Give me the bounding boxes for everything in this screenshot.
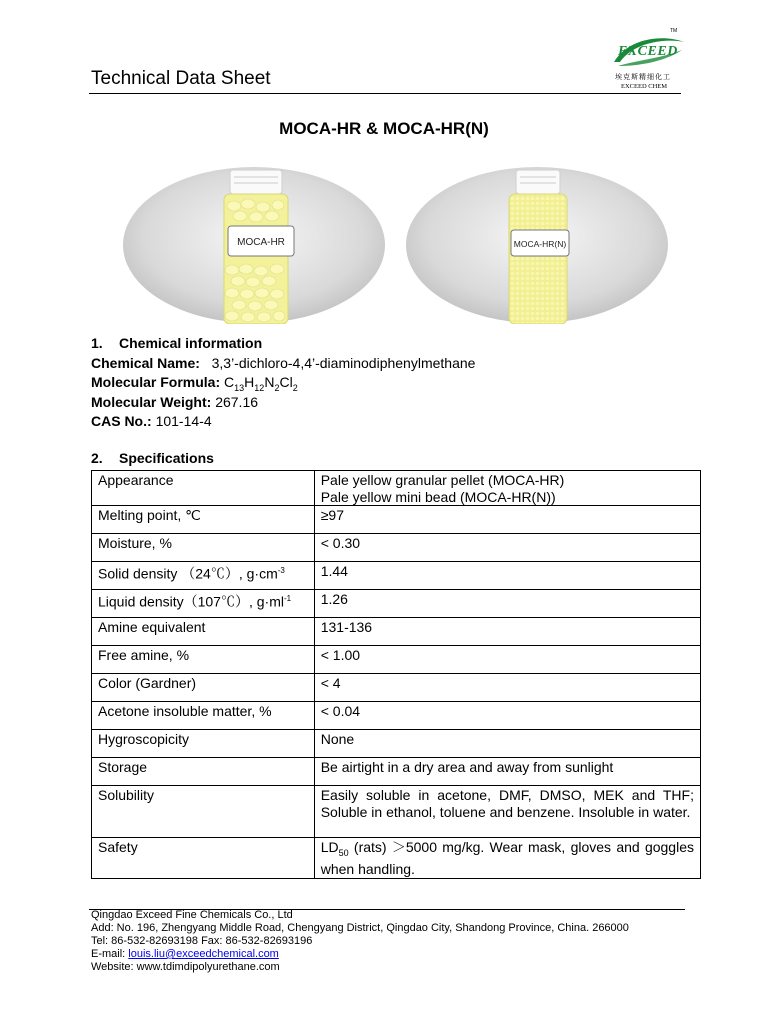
- table-row: [92, 590, 701, 618]
- company-logo: [608, 28, 688, 92]
- section-chemical-information: [91, 335, 262, 351]
- spec-value: < 1.00: [314, 646, 700, 674]
- table-row: [92, 471, 701, 506]
- spec-key: Appearance: [92, 471, 315, 506]
- spec-key: Amine equivalent: [92, 618, 315, 646]
- spec-key: Melting point, ℃: [92, 506, 315, 534]
- spec-value: ≥97: [314, 506, 700, 534]
- logo-trademark: TM: [670, 28, 678, 34]
- spec-key: Acetone insoluble matter, %: [92, 702, 315, 730]
- section-heading: Chemical information: [119, 335, 263, 351]
- spec-key: Solubility: [92, 786, 315, 838]
- logo-english-name: EXCEED CHEM: [621, 83, 668, 90]
- table-row: [92, 838, 701, 879]
- logo-chinese-name: 埃克斯精细化工: [615, 74, 671, 81]
- table-row: [92, 758, 701, 786]
- molecular-formula-label: Molecular Formula:: [91, 374, 221, 390]
- table-row: [92, 562, 701, 590]
- header-rule: [89, 93, 681, 94]
- footer-website: Website: www.tdimdipolyurethane.com: [91, 961, 280, 973]
- spec-key: Liquid density（107℃）, $g\cdot ml^{-1}$: [92, 590, 315, 618]
- molecular-formula-line: [91, 374, 298, 393]
- table-row: [92, 618, 701, 646]
- spec-value: $LD_{50}$ (rats) ＞5000 mg/kg. Wear mask, gloves and goggles when handling.: [314, 838, 700, 879]
- document-title: MOCA-HR & MOCA-HR(N): [279, 119, 489, 138]
- molecular-weight-label: Molecular Weight:: [91, 394, 212, 410]
- table-row: [92, 506, 701, 534]
- spec-value: None: [314, 730, 700, 758]
- spec-value: < 0.04: [314, 702, 700, 730]
- footer-email-link[interactable]: louis.liu@exceedchemical.com: [128, 948, 279, 960]
- spec-value: < 4: [314, 674, 700, 702]
- spec-key: Hygroscopicity: [92, 730, 315, 758]
- spec-value: Be airtight in a dry area and away from sunlight: [314, 758, 700, 786]
- spec-value: Easily soluble in acetone, DMF, DMSO, MEK and THF; Soluble in ethanol, toluene and benzene. Insoluble in water.: [314, 786, 700, 838]
- molecular-weight-line: [91, 394, 258, 410]
- logo-wordmark: EXCEED: [618, 44, 678, 59]
- molecular-formula-value: $C_{13}H_{12}N_2Cl_2$: [224, 374, 298, 393]
- spec-value: 1.44: [314, 562, 700, 590]
- table-row: [92, 786, 701, 838]
- section-number: 1.: [91, 335, 103, 351]
- chemical-name-line: [91, 355, 475, 371]
- footer-company: Qingdao Exceed Fine Chemicals Co., Ltd: [91, 909, 293, 921]
- spec-value: < 0.30: [314, 534, 700, 562]
- section-heading: Specifications: [119, 450, 214, 466]
- cas-number-value: 101-14-4: [155, 413, 212, 429]
- table-row: [92, 702, 701, 730]
- table-row: [92, 730, 701, 758]
- spec-value: 1.26: [314, 590, 700, 618]
- table-row: [92, 646, 701, 674]
- spec-value: 131-136: [314, 618, 700, 646]
- section-specifications: [91, 450, 214, 466]
- chemical-name-value: 3,3’-dichloro-4,4’-diaminodiphenylmethane: [211, 355, 476, 371]
- product-photo-moca-hr: [122, 166, 386, 324]
- cas-number-line: [91, 413, 212, 429]
- footer-phone: Tel: 86-532-82693198 Fax: 86-532-82693196: [91, 935, 313, 947]
- photo-label-right: MOCA-HR(N): [513, 239, 567, 249]
- section-number: 2.: [91, 450, 103, 466]
- spec-key: Storage: [92, 758, 315, 786]
- photo-label-left: MOCA-HR: [237, 237, 285, 248]
- footer: [91, 909, 629, 974]
- table-row: [92, 674, 701, 702]
- spec-key: Color (Gardner): [92, 674, 315, 702]
- table-row: [92, 534, 701, 562]
- footer-address: Add: No. 196, Zhengyang Middle Road, Chengyang District, Qingdao City, Shandong Province, China. 266000: [91, 922, 629, 934]
- footer-email-line: E-mail: louis.liu@exceedchemical.com: [91, 948, 279, 960]
- product-photo-moca-hr-n: [405, 166, 669, 324]
- spec-value: Pale yellow granular pellet (MOCA-HR) Pale yellow mini bead (MOCA-HR(N)): [314, 471, 700, 506]
- molecular-weight-value: 267.16: [215, 394, 259, 410]
- spec-key: Free amine, %: [92, 646, 315, 674]
- spec-key: Safety: [92, 838, 315, 879]
- cas-number-label: CAS No.:: [91, 413, 152, 429]
- spec-key: Moisture, %: [92, 534, 315, 562]
- spec-key: Solid density （24℃）, $g\cdot cm^{-3}$: [92, 562, 315, 590]
- chemical-name-label: Chemical Name:: [91, 355, 200, 371]
- header-title: Technical Data Sheet: [91, 68, 271, 89]
- specifications-table: [91, 470, 701, 879]
